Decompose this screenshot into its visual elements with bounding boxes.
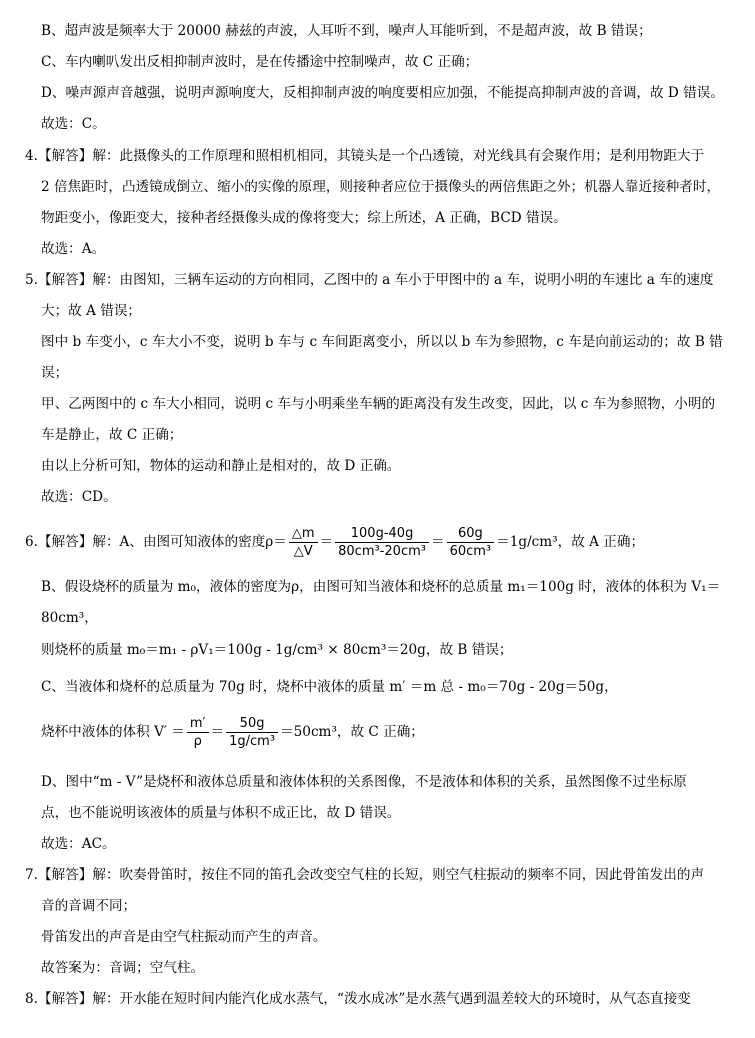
text-span: ＝1g/cm³，故 A 正确； (496, 534, 645, 550)
text-line: D、噪声源声音越强，说明声源响度大，反相抑制声波的响度要相应加强，不能提高抑制声波的音调，故 D 错误。 (41, 85, 724, 101)
text-span: ＝50cm³，故 C 正确； (280, 724, 424, 740)
text-line: 骨笛发出的声音是由空气柱振动而产生的声音。 (41, 929, 327, 945)
fraction-result (447, 525, 495, 560)
numerator: 50g (226, 715, 278, 733)
numerator: △m (289, 525, 318, 543)
denominator: 60cm³ (449, 544, 492, 559)
text-line: 故答案为：音调；空气柱。 (41, 960, 205, 976)
text-line: 点，也不能说明该液体的质量与体积不成正比，故 D 错误。 (41, 805, 401, 821)
text-line: 故选：AC。 (41, 836, 116, 852)
text-line: 甲、乙两图中的 c 车大小相同，说明 c 车与小明乘坐车辆的距离没有发生改变，因此，以 c 车为参照物，小明的 (41, 396, 716, 412)
text-line: 音的音调不同； (41, 898, 137, 914)
denominator: 1g/cm³ (229, 734, 276, 749)
text-line: 图中 b 车变小，c 车大小不变，说明 b 车与 c 车间距离变小，所以以 b 车为参照物，c 车是向前运动的；故 B 错 (41, 334, 723, 350)
denominator: ρ (193, 734, 202, 749)
text-line: 误； (41, 365, 69, 381)
text-line: 2 倍焦距时，凸透镜成倒立、缩小的实像的原理，则接种者应位于摄像头的两倍焦距之外；机器人靠近接种者时， (41, 179, 721, 195)
text-line: D、图中“m - V”是烧杯和液体总质量和液体体积的关系图像，不是液体和体积的关系，虽然图像不过坐标原 (41, 774, 687, 790)
text-line: 故选：C。 (41, 116, 106, 132)
numerator: 60g (447, 525, 495, 543)
formula-line: 烧杯中液体的体积 V′ ＝ $\frac{m'}{\rho}$ ＝ $\frac{50g}{\text{1g/cm³}}$ ＝50cm³，故 C 正确； (41, 716, 424, 749)
text-line: 车是静止，故 C 正确； (41, 427, 183, 443)
text-line: 80cm³， (41, 610, 98, 626)
text-line: 则烧杯的质量 m₀＝m₁ - ρV₁＝100g - 1g/cm³ × 80cm³＝20g，故 B 错误； (41, 642, 513, 658)
answer-4-line: 4.【解答】解：此摄像头的工作原理和照相机相同，其镜头是一个凸透镜，对光线具有会聚作用；是利用物距大于 (25, 148, 705, 164)
answer-8-line: 8.【解答】解：开水能在短时间内能汽化成水蒸气，“泼水成冰”是水蒸气遇到温差较大的环境时，从气态直接变 (25, 991, 691, 1007)
answer-6-formula-line: 6.【解答】解：A、由图可知液体的密度ρ＝ $\frac{\triangle m}{\triangle V}$ ＝ $\frac{100g-40g}{\text{80cm³-20cm³}}$ ＝ $\frac{60g}{\text{60cm³}}$ ＝1g/cm³，故 A 正确； (25, 526, 645, 559)
text-line: 故选：CD。 (41, 489, 117, 505)
fraction-m-rho (187, 715, 209, 750)
fraction-values (226, 715, 278, 750)
answer-7-line: 7.【解答】解：吹奏骨笛时，按住不同的笛孔会改变空气柱的长短，则空气柱振动的频率不同，因此骨笛发出的声 (25, 867, 705, 883)
text-line: 由以上分析可知，物体的运动和静止是相对的，故 D 正确。 (41, 458, 401, 474)
numerator: m′ (187, 715, 209, 733)
text-span: 烧杯中液体的体积 V′ ＝ (41, 724, 185, 740)
answer-5-line: 5.【解答】解：由图知，三辆车运动的方向相同，乙图中的 a 车小于甲图中的 a 车，说明小明的车速比 a 车的速度 (25, 272, 714, 288)
denominator: 80cm³-20cm³ (338, 544, 426, 559)
fraction-values (335, 525, 429, 560)
text-line: C、车内喇叭发出反相抑制声波时，是在传播途中控制噪声，故 C 正确； (41, 54, 479, 70)
numerator: 100g-40g (335, 525, 429, 543)
text-line: 故选：A。 (41, 241, 106, 257)
text-line: 大；故 A 错误； (41, 303, 142, 319)
text-line: C、当液体和烧杯的总质量为 70g 时，烧杯中液体的质量 m′ ＝m 总 - m₀＝70g - 20g＝50g， (41, 679, 618, 695)
text-line: B、假设烧杯的质量为 m₀，液体的密度为ρ，由图可知当液体和烧杯的总质量 m₁＝100g 时，液体的体积为 V₁＝ (41, 579, 721, 595)
denominator: △V (293, 544, 313, 559)
text-span: 6.【解答】解：A、由图可知液体的密度ρ＝ (25, 534, 287, 550)
text-line: 物距变小，像距变大，接种者经摄像头成的像将变大；综上所述，A 正确，BCD 错误。 (41, 210, 567, 226)
text-line: B、超声波是频率大于 20000 赫兹的声波，人耳听不到，噪声人耳能听到，不是超声波，故 B 错误； (41, 23, 652, 39)
fraction-dm-dv (289, 525, 318, 560)
